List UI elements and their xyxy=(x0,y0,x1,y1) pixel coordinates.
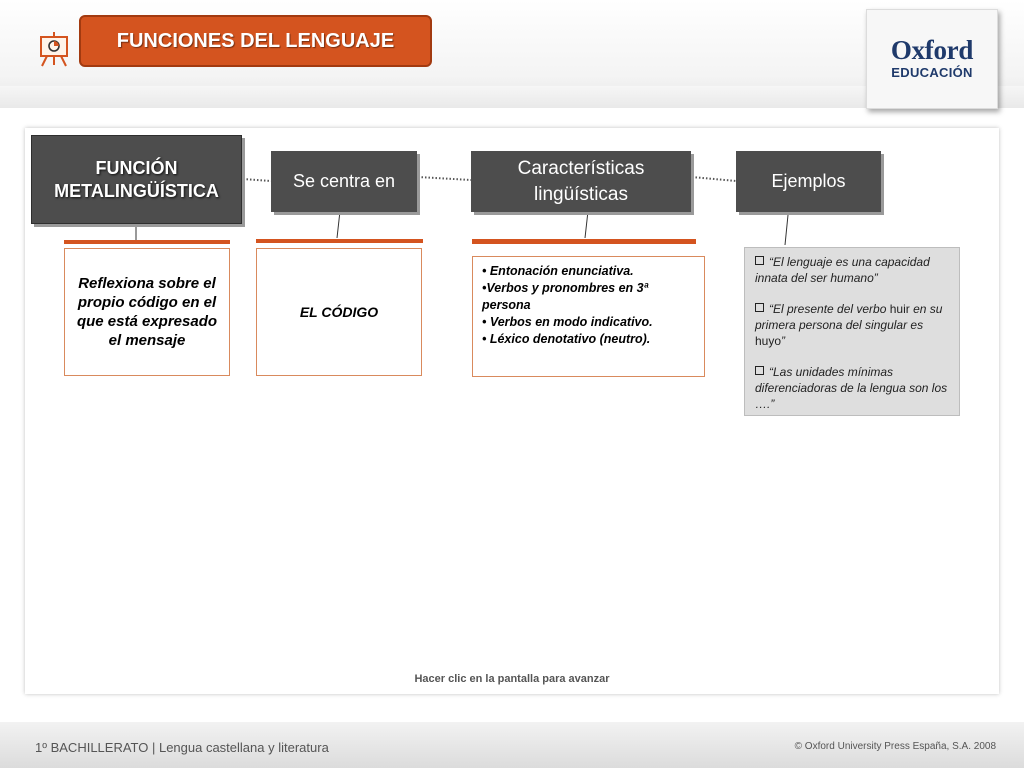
underline-definition xyxy=(64,240,230,244)
oxford-logo-name: Oxford xyxy=(890,35,974,65)
underline-focus xyxy=(256,239,423,243)
footer-copyright: © Oxford University Press España, S.A. 2008 xyxy=(794,741,996,752)
focus-text: EL CÓDIGO xyxy=(299,304,379,320)
header-ejemplos: Ejemplos xyxy=(736,151,881,212)
connector-centra-carac xyxy=(418,177,471,180)
example-text: en su primera persona del singular es xyxy=(755,302,943,332)
feature-item: •Verbos y pronombres en 3ª persona xyxy=(482,281,649,312)
connector-carac-ejem xyxy=(692,177,736,181)
example-term: huyo xyxy=(755,334,782,348)
example-text: ” xyxy=(781,334,786,348)
example-text: “Las unidades mínimas diferenciadoras de la lengua son los ….” xyxy=(755,365,948,411)
example-text: “El presente del verbo xyxy=(769,302,887,316)
tick-centra xyxy=(337,211,340,238)
definition-box xyxy=(64,248,230,376)
example-item xyxy=(755,254,949,286)
example-text: “El lenguaje es una capacidad innata del ser humano” xyxy=(755,255,930,285)
main-function-box: FUNCIÓN METALINGÜÍSTICA xyxy=(31,135,242,224)
feature-item: • Entonación enunciativa. xyxy=(482,264,634,278)
feature-item: • Verbos en modo indicativo. xyxy=(482,315,653,329)
footer-course: 1º BACHILLERATO | Lengua castellana y literatura xyxy=(35,740,329,755)
example-item xyxy=(755,364,949,412)
tick-carac xyxy=(585,211,588,238)
tick-ejem xyxy=(785,215,788,245)
underline-features xyxy=(472,239,696,244)
examples-box xyxy=(744,247,960,416)
definition-text: Reflexiona sobre el propio código en el que está expresado el mensaje xyxy=(76,275,218,349)
advance-hint[interactable]: Hacer clic en la pantalla para avanzar xyxy=(414,673,610,685)
example-term: huir xyxy=(886,302,914,316)
oxford-logo-sub: EDUCACIÓN xyxy=(891,65,973,80)
connector-main-centra xyxy=(243,179,271,181)
example-item xyxy=(755,301,949,349)
header-se-centra-en: Se centra en xyxy=(271,151,417,212)
feature-item: • Léxico denotativo (neutro). xyxy=(482,332,651,346)
focus-box xyxy=(256,248,422,376)
checkbox-bullet-icon xyxy=(755,366,764,375)
page-title: FUNCIONES DEL LENGUAJE xyxy=(79,15,432,67)
checkbox-bullet-icon xyxy=(755,303,764,312)
header-caracteristicas: Características lingüísticas xyxy=(471,151,691,212)
checkbox-bullet-icon xyxy=(755,256,764,265)
features-box xyxy=(472,256,705,377)
